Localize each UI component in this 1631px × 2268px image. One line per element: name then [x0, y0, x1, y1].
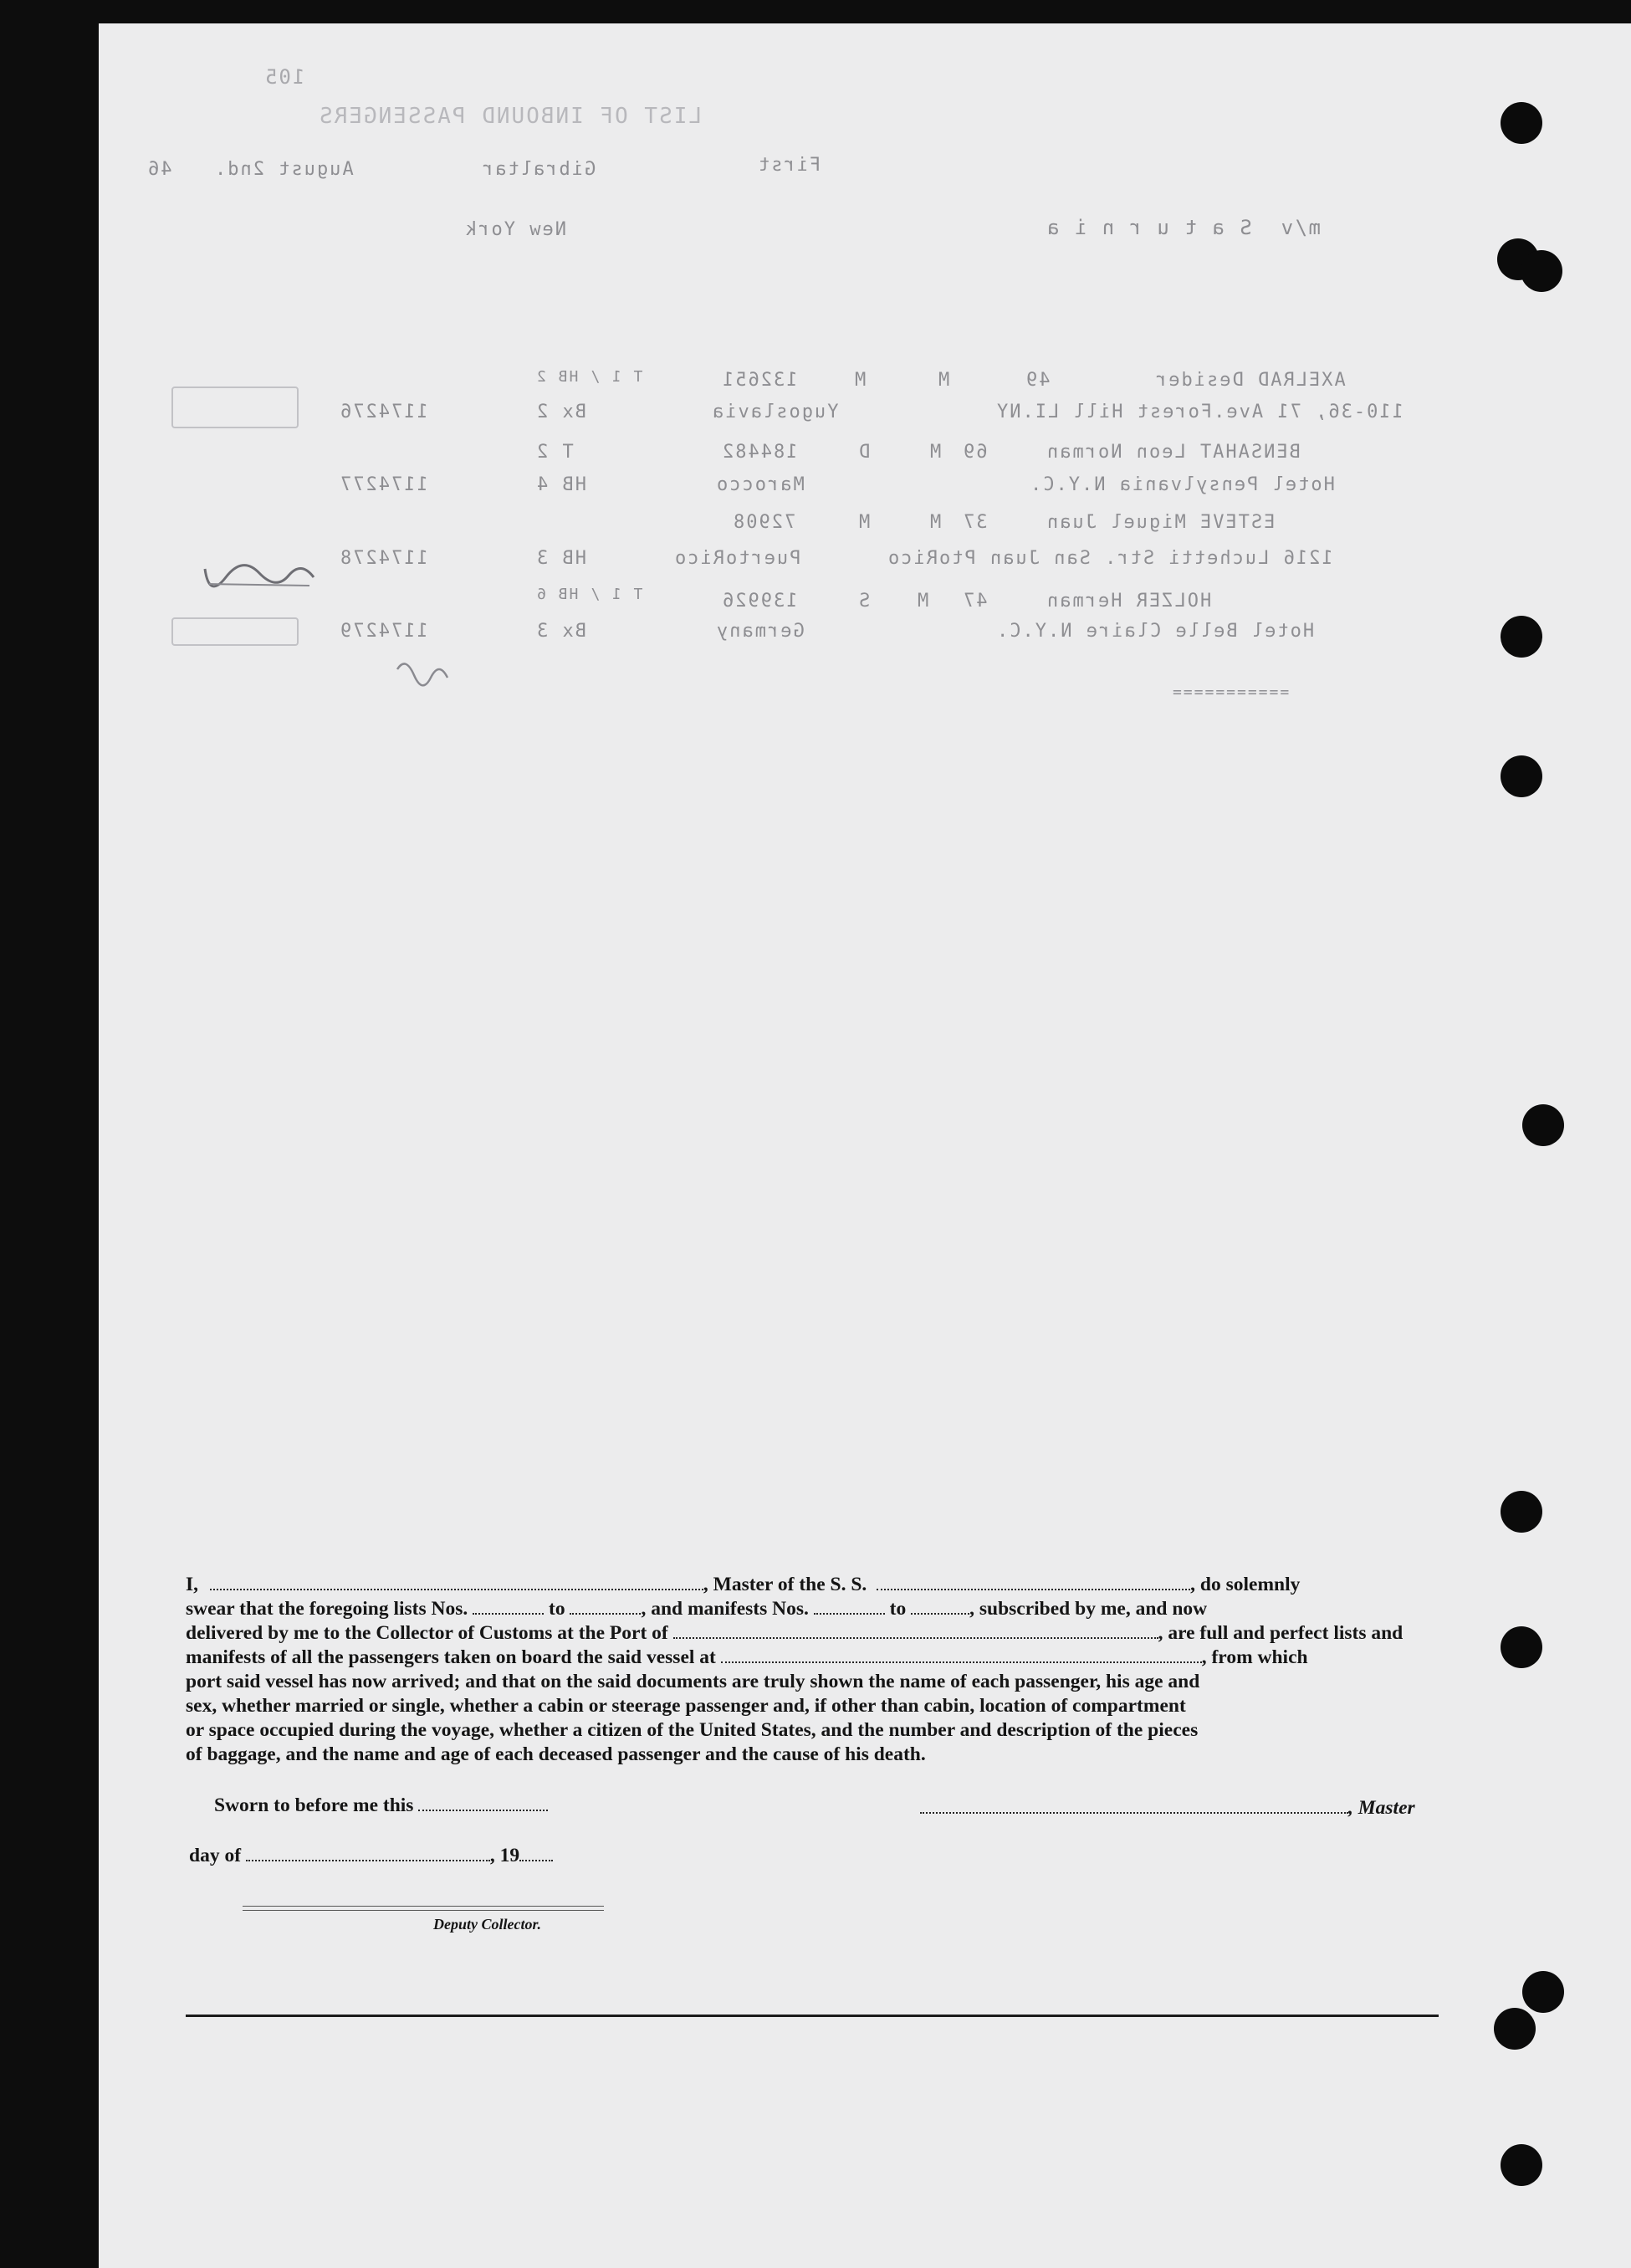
bleed-passenger-name: AXELRAD Desider [1154, 370, 1346, 391]
bleed-stamp-mark [171, 617, 299, 646]
bleed-passenger-number: 139926 [721, 591, 798, 612]
bleed-vessel: m/v S a t u r n i a [1046, 216, 1321, 239]
oath-line [186, 1597, 1440, 1621]
manifest-number-to-blank [911, 1601, 969, 1615]
bleed-passenger-ticket: 1174279 [339, 621, 428, 642]
list-number-from-blank [473, 1601, 544, 1615]
bleed-page-number: 105 [263, 65, 305, 89]
oath-line [186, 1646, 1440, 1670]
deputy-signature-rule [243, 1906, 604, 1907]
bottom-rule [186, 2015, 1439, 2017]
bleed-passenger-sex: M [937, 370, 950, 391]
deputy-collector-label: Deputy Collector. [433, 1916, 541, 1933]
bleed-passenger-address: Hotel Pensylvania N.Y.C. [1029, 474, 1335, 495]
binder-hole [1522, 1971, 1564, 2013]
bleed-passenger-country: Marocco [715, 474, 805, 495]
binder-hole [1501, 616, 1542, 658]
binder-hole [1501, 2144, 1542, 2186]
deputy-signature-rule [243, 1910, 604, 1911]
oath-line: or space occupied during the voyage, whether a citizen of the United States, and the number and description of the pieces [186, 1719, 1199, 1741]
bleed-passenger-bx: HB 3 [535, 548, 586, 569]
bleed-passenger-baggage: T 1 / HB 6 [535, 586, 643, 603]
bleed-passenger-ticket: 1174278 [339, 548, 428, 569]
master-name-blank [210, 1577, 703, 1590]
day-of-label: day of [189, 1845, 242, 1866]
bleed-passenger-country: Germany [715, 621, 805, 642]
bleed-class: First [757, 155, 821, 176]
oath-text: , subscribed by me, and now [969, 1598, 1208, 1620]
year-blank [519, 1848, 553, 1861]
master-signature-line [920, 1797, 1415, 1820]
bleed-passenger-age: 37 [962, 512, 988, 533]
binder-hole [1521, 250, 1562, 292]
sworn-label: Sworn to before me this [214, 1794, 414, 1816]
document-page [99, 23, 1631, 2268]
bleed-passenger-age: 49 [1025, 370, 1051, 391]
oath-text: , are full and perfect lists and [1158, 1622, 1403, 1644]
bleed-destination: New York [464, 219, 566, 240]
oath-text: manifests of all the passengers taken on board the said vessel at [186, 1646, 716, 1668]
bleed-passenger-number: 184482 [721, 442, 798, 463]
bleed-passenger-bx: HB 4 [535, 474, 586, 495]
bleed-date: August 2nd. [213, 159, 354, 180]
day-of-line [189, 1845, 553, 1867]
bleed-passenger-address: 110-36, 71 Ave.Forest Hill LI.NY [995, 402, 1403, 422]
bleed-handwriting [201, 552, 318, 594]
oath-line: sex, whether married or single, whether a cabin or steerage passenger and, if other than cabin, location of compartment [186, 1695, 1186, 1717]
oath-text: , Master of the S. S. [703, 1574, 867, 1595]
binder-hole [1501, 755, 1542, 797]
bleed-passenger-status: S [857, 591, 871, 612]
embarkation-port-blank [721, 1650, 1202, 1663]
master-signature-blank [920, 1800, 1348, 1814]
master-oath-paragraph [186, 1573, 1440, 1767]
bleed-passenger-name: BENSAHAT Leon Norman [1046, 442, 1301, 463]
bleed-stamp-mark [171, 387, 299, 428]
bleed-passenger-ticket: 1174277 [339, 474, 428, 495]
bleed-passenger-country: PuertoRico [673, 548, 801, 569]
oath-text: , from which [1201, 1646, 1308, 1668]
bleed-port: Gibraltar [481, 159, 596, 180]
oath-text: I, [186, 1574, 199, 1595]
bleed-passenger-bx: Bx 2 [535, 402, 586, 422]
bleed-passenger-status: M [857, 512, 871, 533]
bleed-passenger-name: ESTEVE Miguel Juan [1046, 512, 1276, 533]
bleed-passenger-country: Yugoslavia [711, 402, 839, 422]
oath-text: , and manifests Nos. [641, 1598, 809, 1620]
bleed-end-mark: =========== [1171, 683, 1290, 701]
bleed-passenger-baggage: T 2 [535, 442, 574, 463]
oath-text: delivered by me to the Collector of Customs at the Port of [186, 1622, 668, 1644]
oath-text: , do solemnly [1190, 1574, 1301, 1595]
ship-name-blank [877, 1577, 1190, 1590]
bleed-passenger-sex: M [928, 442, 942, 463]
oath-line: of baggage, and the name and age of each deceased passenger and the cause of his death. [186, 1743, 926, 1765]
oath-text: to [889, 1598, 907, 1620]
oath-text: swear that the foregoing lists Nos. [186, 1598, 468, 1620]
bleed-passenger-age: 47 [962, 591, 988, 612]
bleed-passenger-address: 1216 Luchetti Str. San Juan PtoRico [887, 548, 1333, 569]
bleed-passenger-baggage: T 1 / HB 2 [535, 368, 643, 386]
bleed-handwriting [393, 657, 452, 690]
oath-line [186, 1621, 1440, 1646]
binder-hole [1501, 102, 1542, 144]
oath-text: to [549, 1598, 565, 1620]
bleed-passenger-ticket: 1174276 [339, 402, 428, 422]
port-blank [673, 1625, 1158, 1639]
bleed-year: 46 [146, 159, 172, 180]
oath-line: port said vessel has now arrived; and that on the said documents are truly shown the name of each passenger, his age and [186, 1671, 1200, 1692]
oath-line [186, 1573, 1440, 1597]
bleed-passenger-sex: M [928, 512, 942, 533]
bleed-passenger-address: Hotel Belle Claire N.Y.C. [995, 621, 1315, 642]
bleed-passenger-age: 69 [962, 442, 988, 463]
sworn-line [214, 1794, 548, 1817]
bleed-passenger-name: HOLZER Herman [1046, 591, 1212, 612]
bleed-passenger-status: M [853, 370, 867, 391]
binder-hole [1501, 1491, 1542, 1533]
binder-hole [1522, 1104, 1564, 1146]
year-label: , 19 [489, 1845, 520, 1866]
bleed-passenger-bx: Bx 3 [535, 621, 586, 642]
bleed-passenger-status: D [857, 442, 871, 463]
month-blank [246, 1848, 490, 1861]
bleed-passenger-number: 132651 [721, 370, 798, 391]
bleed-header-title: LIST OF INBOUND PASSENGERS [318, 104, 702, 129]
list-number-to-blank [570, 1601, 641, 1615]
bleed-passenger-number: 72908 [732, 512, 796, 533]
manifest-number-from-blank [814, 1601, 885, 1615]
sworn-date-blank [418, 1798, 548, 1811]
bleed-passenger-sex: M [916, 591, 929, 612]
binder-hole [1501, 1626, 1542, 1668]
master-label: , Master [1348, 1797, 1415, 1819]
binder-hole [1494, 2008, 1536, 2050]
